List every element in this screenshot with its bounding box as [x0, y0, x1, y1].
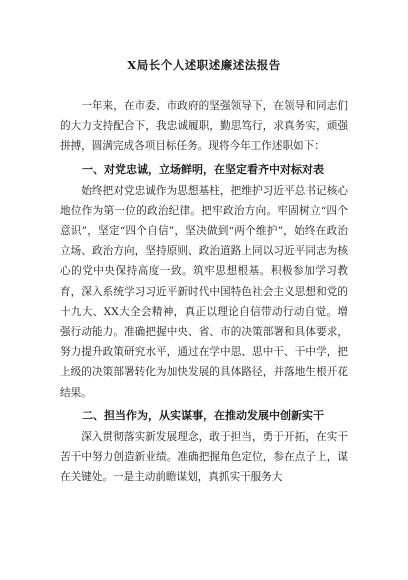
document-title: X局长个人述职述廉述法报告: [127, 58, 281, 72]
section-2-heading: 二、担当作为，从实谋事，在推动发展中创新实干: [82, 408, 324, 422]
section-1-body: 始终把对党忠诚作为思想基柱，把维护习近平总书记核心地位作为第一位的政治纪律。把牢政治方向。牢固树立“四个意识”，坚定“四个自信”，坚决做到“两个维护”，始终在政治立场、政治方向，坚持原则、政治道路上同以习近平同志为核心的党中央保持高度一致。筑牢思想根基。积极参加学习教育，深入系统学习习近平新时代中国特色社会主义思想和党的十九大、XX大全会精神，真正以理论自信带动行动自觉。增强行动能力。准确把握中央、省、市的决策部署和具体要求，努力提升政策研究水平，通过在学中思、思中干、干中学，把上级的决策部署转化为加快发展的具体路径，并落地生根开花结果。: [60, 184, 348, 399]
section-1-heading: 一、对党忠诚，立场鲜明，在坚定看齐中对标对表: [82, 162, 324, 176]
intro-paragraph: 一年来，在市委、市政府的坚强领导下，在领导和同志们的大力支持配合下，我忠诚履职，勤思笃行，求真务实，顽强拼搏，圆满完成各项目标任务。现将今年工作述职如下：: [60, 100, 348, 153]
section-2-body: 深入贯彻落实新发展理念，敢于担当，勇于开拓，在实干苦干中努力创造新业绩。准确把握角色定位，参在点子上，谋在关键处。一是主动前瞻谋划，真抓实干服务大: [60, 430, 348, 484]
